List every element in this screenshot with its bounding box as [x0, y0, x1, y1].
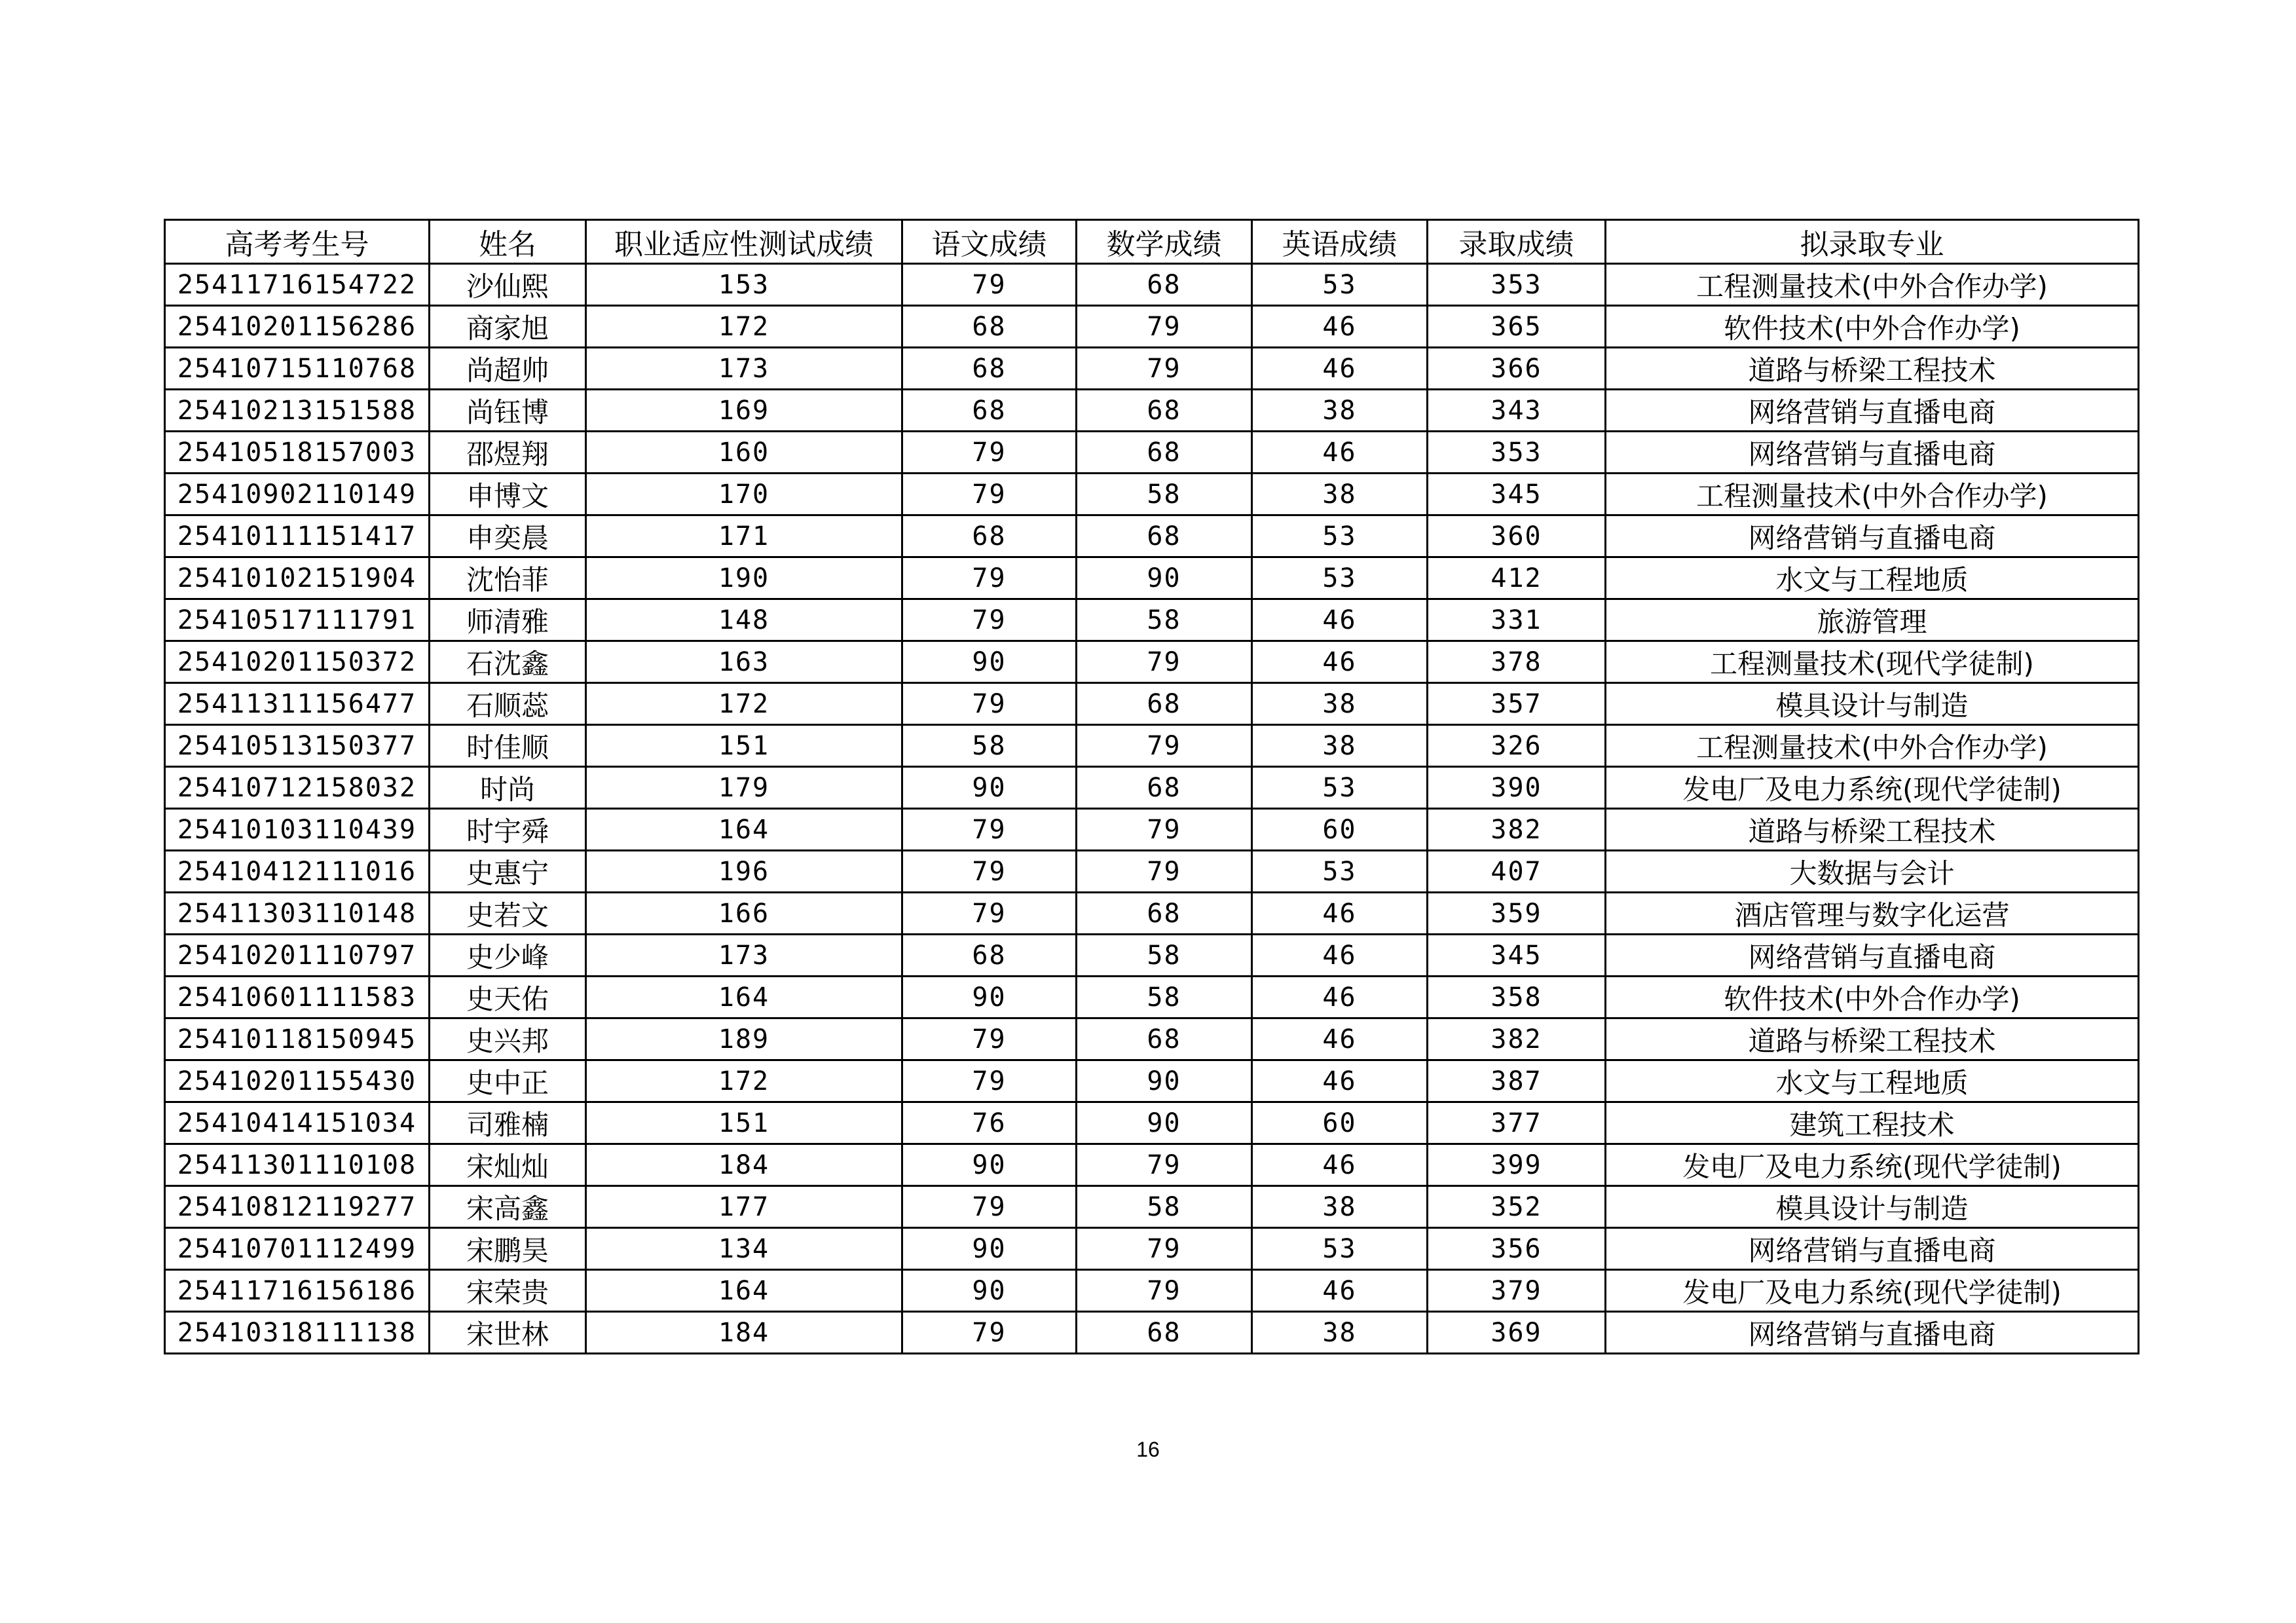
cell-chinese-score: 90 — [902, 641, 1077, 683]
cell-major: 大数据与会计 — [1606, 851, 2139, 893]
table-row — [165, 1102, 2139, 1144]
cell-major: 发电厂及电力系统(现代学徒制) — [1606, 1270, 2139, 1312]
cell-english-score: 38 — [1252, 683, 1428, 725]
table-row — [165, 683, 2139, 725]
table-row — [165, 264, 2139, 306]
cell-math-score: 58 — [1077, 935, 1252, 977]
cell-english-score: 46 — [1252, 348, 1428, 390]
cell-chinese-score: 79 — [902, 599, 1077, 641]
cell-aptitude-score: 196 — [586, 851, 902, 893]
cell-english-score: 53 — [1252, 851, 1428, 893]
cell-name: 申奕晨 — [430, 515, 586, 557]
cell-name: 宋灿灿 — [430, 1144, 586, 1186]
cell-math-score: 90 — [1077, 1060, 1252, 1102]
cell-exam-number: 25410518157003 — [165, 432, 430, 474]
cell-aptitude-score: 151 — [586, 1102, 902, 1144]
cell-math-score: 90 — [1077, 557, 1252, 599]
cell-english-score: 60 — [1252, 809, 1428, 851]
cell-exam-number: 25410102151904 — [165, 557, 430, 599]
cell-exam-number: 25410118150945 — [165, 1018, 430, 1060]
cell-english-score: 53 — [1252, 264, 1428, 306]
cell-admission-score: 359 — [1428, 893, 1606, 935]
cell-chinese-score: 90 — [902, 1144, 1077, 1186]
cell-exam-number: 25410712158032 — [165, 767, 430, 809]
cell-exam-number: 25410201156286 — [165, 306, 430, 348]
cell-major: 工程测量技术(现代学徒制) — [1606, 641, 2139, 683]
cell-english-score: 38 — [1252, 1312, 1428, 1354]
cell-english-score: 46 — [1252, 306, 1428, 348]
cell-admission-score: 358 — [1428, 977, 1606, 1018]
cell-admission-score: 366 — [1428, 348, 1606, 390]
cell-admission-score: 360 — [1428, 515, 1606, 557]
cell-chinese-score: 58 — [902, 725, 1077, 767]
cell-exam-number: 25410412111016 — [165, 851, 430, 893]
cell-exam-number: 25411311156477 — [165, 683, 430, 725]
cell-major: 道路与桥梁工程技术 — [1606, 809, 2139, 851]
cell-name: 师清雅 — [430, 599, 586, 641]
cell-aptitude-score: 172 — [586, 683, 902, 725]
table-row — [165, 767, 2139, 809]
cell-admission-score: 387 — [1428, 1060, 1606, 1102]
cell-admission-score: 382 — [1428, 1018, 1606, 1060]
cell-name: 石沈鑫 — [430, 641, 586, 683]
table-row — [165, 432, 2139, 474]
cell-math-score: 79 — [1077, 851, 1252, 893]
cell-admission-score: 390 — [1428, 767, 1606, 809]
header-aptitude-score: 职业适应性测试成绩 — [586, 220, 902, 264]
header-chinese-score: 语文成绩 — [902, 220, 1077, 264]
admission-scores-table — [164, 219, 2139, 1354]
table-header-row — [165, 220, 2139, 264]
cell-name: 史天佑 — [430, 977, 586, 1018]
cell-major: 软件技术(中外合作办学) — [1606, 977, 2139, 1018]
header-math-score: 数学成绩 — [1077, 220, 1252, 264]
cell-aptitude-score: 169 — [586, 390, 902, 432]
cell-aptitude-score: 184 — [586, 1144, 902, 1186]
cell-exam-number: 25410213151588 — [165, 390, 430, 432]
cell-exam-number: 25410601111583 — [165, 977, 430, 1018]
cell-major: 模具设计与制造 — [1606, 683, 2139, 725]
cell-math-score: 58 — [1077, 599, 1252, 641]
cell-major: 发电厂及电力系统(现代学徒制) — [1606, 767, 2139, 809]
cell-major: 模具设计与制造 — [1606, 1186, 2139, 1228]
cell-chinese-score: 76 — [902, 1102, 1077, 1144]
cell-math-score: 68 — [1077, 1312, 1252, 1354]
cell-english-score: 46 — [1252, 1144, 1428, 1186]
cell-admission-score: 412 — [1428, 557, 1606, 599]
cell-english-score: 60 — [1252, 1102, 1428, 1144]
cell-aptitude-score: 148 — [586, 599, 902, 641]
cell-admission-score: 399 — [1428, 1144, 1606, 1186]
cell-aptitude-score: 190 — [586, 557, 902, 599]
cell-chinese-score: 79 — [902, 474, 1077, 515]
cell-name: 史若文 — [430, 893, 586, 935]
cell-math-score: 58 — [1077, 977, 1252, 1018]
table-row — [165, 1186, 2139, 1228]
cell-name: 史兴邦 — [430, 1018, 586, 1060]
cell-chinese-score: 79 — [902, 432, 1077, 474]
cell-aptitude-score: 189 — [586, 1018, 902, 1060]
cell-exam-number: 25410201110797 — [165, 935, 430, 977]
table-row — [165, 641, 2139, 683]
cell-chinese-score: 68 — [902, 935, 1077, 977]
table-row — [165, 348, 2139, 390]
cell-english-score: 46 — [1252, 432, 1428, 474]
cell-chinese-score: 79 — [902, 1312, 1077, 1354]
cell-name: 时尚 — [430, 767, 586, 809]
cell-name: 邵煜翔 — [430, 432, 586, 474]
cell-major: 网络营销与直播电商 — [1606, 1228, 2139, 1270]
cell-chinese-score: 79 — [902, 851, 1077, 893]
cell-chinese-score: 68 — [902, 390, 1077, 432]
cell-admission-score: 326 — [1428, 725, 1606, 767]
cell-exam-number: 25411301110108 — [165, 1144, 430, 1186]
cell-chinese-score: 68 — [902, 306, 1077, 348]
cell-aptitude-score: 173 — [586, 935, 902, 977]
table-row — [165, 1312, 2139, 1354]
cell-admission-score: 365 — [1428, 306, 1606, 348]
cell-major: 工程测量技术(中外合作办学) — [1606, 264, 2139, 306]
cell-math-score: 68 — [1077, 390, 1252, 432]
cell-aptitude-score: 134 — [586, 1228, 902, 1270]
table-row — [165, 515, 2139, 557]
cell-major: 网络营销与直播电商 — [1606, 1312, 2139, 1354]
cell-admission-score: 345 — [1428, 935, 1606, 977]
cell-math-score: 68 — [1077, 767, 1252, 809]
cell-exam-number: 25410201150372 — [165, 641, 430, 683]
cell-exam-number: 25411303110148 — [165, 893, 430, 935]
cell-aptitude-score: 184 — [586, 1312, 902, 1354]
cell-major: 工程测量技术(中外合作办学) — [1606, 725, 2139, 767]
cell-name: 尚超帅 — [430, 348, 586, 390]
header-exam-number: 高考考生号 — [165, 220, 430, 264]
cell-english-score: 53 — [1252, 1228, 1428, 1270]
cell-math-score: 79 — [1077, 1228, 1252, 1270]
cell-math-score: 79 — [1077, 641, 1252, 683]
cell-aptitude-score: 171 — [586, 515, 902, 557]
cell-name: 沈怡菲 — [430, 557, 586, 599]
cell-major: 网络营销与直播电商 — [1606, 390, 2139, 432]
cell-aptitude-score: 179 — [586, 767, 902, 809]
table-row — [165, 306, 2139, 348]
cell-exam-number: 25410812119277 — [165, 1186, 430, 1228]
cell-exam-number: 25411716154722 — [165, 264, 430, 306]
cell-admission-score: 407 — [1428, 851, 1606, 893]
cell-math-score: 68 — [1077, 893, 1252, 935]
cell-chinese-score: 79 — [902, 264, 1077, 306]
cell-admission-score: 357 — [1428, 683, 1606, 725]
cell-admission-score: 353 — [1428, 432, 1606, 474]
table-row — [165, 809, 2139, 851]
cell-math-score: 68 — [1077, 432, 1252, 474]
cell-chinese-score: 79 — [902, 1018, 1077, 1060]
cell-english-score: 46 — [1252, 1060, 1428, 1102]
cell-math-score: 58 — [1077, 474, 1252, 515]
cell-aptitude-score: 166 — [586, 893, 902, 935]
cell-name: 沙仙熙 — [430, 264, 586, 306]
cell-math-score: 79 — [1077, 348, 1252, 390]
cell-english-score: 53 — [1252, 515, 1428, 557]
cell-major: 酒店管理与数字化运营 — [1606, 893, 2139, 935]
cell-aptitude-score: 153 — [586, 264, 902, 306]
cell-chinese-score: 90 — [902, 1228, 1077, 1270]
cell-english-score: 46 — [1252, 641, 1428, 683]
cell-aptitude-score: 173 — [586, 348, 902, 390]
cell-chinese-score: 90 — [902, 767, 1077, 809]
table-row — [165, 1228, 2139, 1270]
table-row — [165, 893, 2139, 935]
cell-english-score: 38 — [1252, 474, 1428, 515]
cell-chinese-score: 68 — [902, 348, 1077, 390]
header-major: 拟录取专业 — [1606, 220, 2139, 264]
cell-chinese-score: 79 — [902, 557, 1077, 599]
cell-english-score: 38 — [1252, 725, 1428, 767]
cell-math-score: 58 — [1077, 1186, 1252, 1228]
cell-name: 宋高鑫 — [430, 1186, 586, 1228]
table-body — [165, 264, 2139, 1354]
cell-english-score: 53 — [1252, 767, 1428, 809]
cell-exam-number: 25410715110768 — [165, 348, 430, 390]
table-row — [165, 1270, 2139, 1312]
cell-aptitude-score: 164 — [586, 1270, 902, 1312]
cell-aptitude-score: 151 — [586, 725, 902, 767]
cell-exam-number: 25410111151417 — [165, 515, 430, 557]
cell-math-score: 79 — [1077, 725, 1252, 767]
table-row — [165, 725, 2139, 767]
cell-chinese-score: 90 — [902, 977, 1077, 1018]
cell-aptitude-score: 163 — [586, 641, 902, 683]
cell-english-score: 46 — [1252, 893, 1428, 935]
table-row — [165, 1060, 2139, 1102]
cell-math-score: 68 — [1077, 683, 1252, 725]
cell-exam-number: 25410103110439 — [165, 809, 430, 851]
cell-major: 水文与工程地质 — [1606, 1060, 2139, 1102]
header-admission-score: 录取成绩 — [1428, 220, 1606, 264]
cell-exam-number: 25410414151034 — [165, 1102, 430, 1144]
cell-aptitude-score: 170 — [586, 474, 902, 515]
cell-admission-score: 379 — [1428, 1270, 1606, 1312]
cell-name: 宋世林 — [430, 1312, 586, 1354]
cell-exam-number: 25410517111791 — [165, 599, 430, 641]
cell-chinese-score: 79 — [902, 683, 1077, 725]
table-row — [165, 977, 2139, 1018]
cell-math-score: 68 — [1077, 264, 1252, 306]
cell-admission-score: 369 — [1428, 1312, 1606, 1354]
cell-admission-score: 343 — [1428, 390, 1606, 432]
cell-name: 司雅楠 — [430, 1102, 586, 1144]
cell-math-score: 79 — [1077, 1270, 1252, 1312]
cell-admission-score: 353 — [1428, 264, 1606, 306]
table-row — [165, 851, 2139, 893]
cell-name: 时佳顺 — [430, 725, 586, 767]
cell-admission-score: 352 — [1428, 1186, 1606, 1228]
cell-math-score: 79 — [1077, 1144, 1252, 1186]
cell-english-score: 46 — [1252, 1270, 1428, 1312]
table-row — [165, 557, 2139, 599]
cell-major: 网络营销与直播电商 — [1606, 432, 2139, 474]
table-row — [165, 935, 2139, 977]
cell-name: 时宇舜 — [430, 809, 586, 851]
cell-major: 旅游管理 — [1606, 599, 2139, 641]
cell-english-score: 38 — [1252, 390, 1428, 432]
cell-major: 网络营销与直播电商 — [1606, 515, 2139, 557]
cell-major: 建筑工程技术 — [1606, 1102, 2139, 1144]
cell-aptitude-score: 164 — [586, 809, 902, 851]
page-number: 16 — [1136, 1438, 1160, 1461]
cell-name: 石顺蕊 — [430, 683, 586, 725]
cell-math-score: 79 — [1077, 809, 1252, 851]
cell-major: 道路与桥梁工程技术 — [1606, 348, 2139, 390]
cell-english-score: 46 — [1252, 935, 1428, 977]
cell-major: 水文与工程地质 — [1606, 557, 2139, 599]
cell-exam-number: 25410318111138 — [165, 1312, 430, 1354]
cell-admission-score: 345 — [1428, 474, 1606, 515]
cell-name: 尚钰博 — [430, 390, 586, 432]
header-english-score: 英语成绩 — [1252, 220, 1428, 264]
table-row — [165, 1144, 2139, 1186]
table-row — [165, 1018, 2139, 1060]
cell-chinese-score: 68 — [902, 515, 1077, 557]
cell-aptitude-score: 164 — [586, 977, 902, 1018]
cell-exam-number: 25410701112499 — [165, 1228, 430, 1270]
cell-exam-number: 25410902110149 — [165, 474, 430, 515]
cell-math-score: 90 — [1077, 1102, 1252, 1144]
cell-name: 史中正 — [430, 1060, 586, 1102]
cell-chinese-score: 79 — [902, 809, 1077, 851]
table-row — [165, 390, 2139, 432]
cell-english-score: 46 — [1252, 977, 1428, 1018]
cell-math-score: 68 — [1077, 1018, 1252, 1060]
cell-major: 工程测量技术(中外合作办学) — [1606, 474, 2139, 515]
table-row — [165, 599, 2139, 641]
cell-admission-score: 382 — [1428, 809, 1606, 851]
table-row — [165, 474, 2139, 515]
cell-english-score: 38 — [1252, 1186, 1428, 1228]
cell-aptitude-score: 177 — [586, 1186, 902, 1228]
cell-aptitude-score: 160 — [586, 432, 902, 474]
cell-name: 宋荣贵 — [430, 1270, 586, 1312]
header-name: 姓名 — [430, 220, 586, 264]
cell-math-score: 68 — [1077, 515, 1252, 557]
cell-exam-number: 25410201155430 — [165, 1060, 430, 1102]
cell-english-score: 53 — [1252, 557, 1428, 599]
cell-admission-score: 378 — [1428, 641, 1606, 683]
cell-english-score: 46 — [1252, 1018, 1428, 1060]
cell-admission-score: 356 — [1428, 1228, 1606, 1270]
cell-math-score: 79 — [1077, 306, 1252, 348]
cell-name: 史惠宁 — [430, 851, 586, 893]
cell-name: 申博文 — [430, 474, 586, 515]
cell-exam-number: 25410513150377 — [165, 725, 430, 767]
cell-admission-score: 377 — [1428, 1102, 1606, 1144]
cell-chinese-score: 79 — [902, 1060, 1077, 1102]
cell-major: 道路与桥梁工程技术 — [1606, 1018, 2139, 1060]
cell-major: 发电厂及电力系统(现代学徒制) — [1606, 1144, 2139, 1186]
cell-admission-score: 331 — [1428, 599, 1606, 641]
cell-aptitude-score: 172 — [586, 1060, 902, 1102]
cell-english-score: 46 — [1252, 599, 1428, 641]
cell-name: 史少峰 — [430, 935, 586, 977]
cell-name: 宋鹏昊 — [430, 1228, 586, 1270]
cell-major: 软件技术(中外合作办学) — [1606, 306, 2139, 348]
cell-major: 网络营销与直播电商 — [1606, 935, 2139, 977]
cell-chinese-score: 79 — [902, 893, 1077, 935]
cell-chinese-score: 79 — [902, 1186, 1077, 1228]
cell-chinese-score: 90 — [902, 1270, 1077, 1312]
cell-aptitude-score: 172 — [586, 306, 902, 348]
cell-exam-number: 25411716156186 — [165, 1270, 430, 1312]
cell-name: 商家旭 — [430, 306, 586, 348]
